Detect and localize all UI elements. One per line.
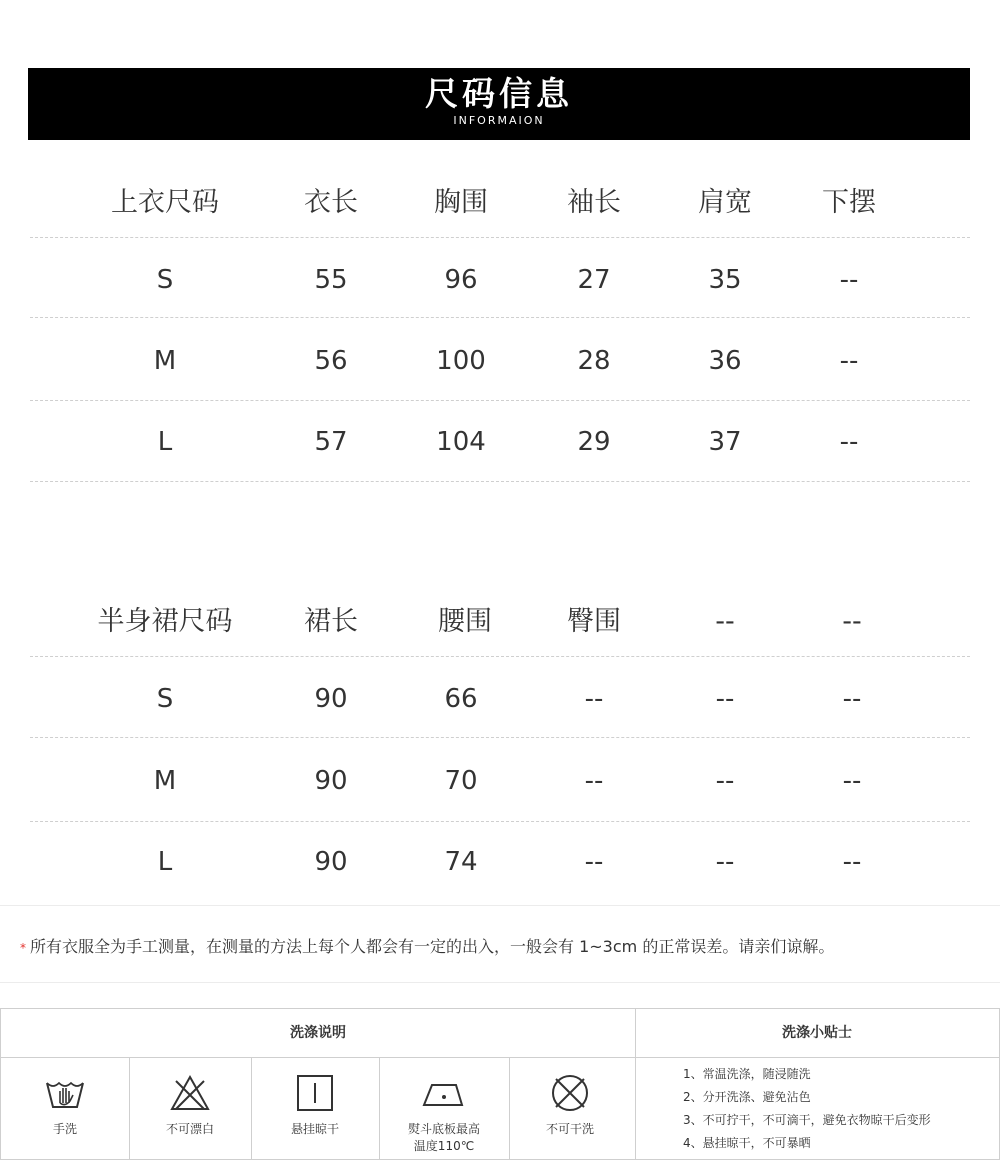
care-tip: 2、分开洗涤、避免沾色 — [683, 1090, 811, 1104]
banner-subtitle: INFORMAION — [453, 114, 545, 127]
no-bleach-icon — [168, 1073, 212, 1113]
value-cell: 36 — [708, 346, 742, 376]
value-cell: 66 — [444, 684, 478, 714]
value-cell: 70 — [444, 766, 478, 796]
care-label: 熨斗底板最高 — [407, 1122, 481, 1136]
header-cell: 腰围 — [438, 606, 492, 637]
value-cell: -- — [584, 684, 604, 714]
value-cell: 96 — [444, 265, 478, 295]
value-cell: -- — [839, 346, 859, 376]
care-tips-title: 洗涤小贴士 — [782, 1025, 852, 1041]
size-cell: M — [153, 346, 177, 376]
row-divider — [30, 481, 970, 482]
table-row — [28, 746, 970, 816]
measurement-note — [0, 905, 1000, 983]
value-cell: 55 — [314, 265, 348, 295]
no-dry-clean-icon — [548, 1073, 592, 1113]
asterisk-icon: * — [20, 941, 26, 955]
care-label: 悬挂晾干 — [290, 1122, 340, 1136]
value-cell: -- — [715, 684, 735, 714]
header-cell: 半身裙尺码 — [97, 606, 233, 637]
care-label: 不可漂白 — [165, 1122, 215, 1136]
value-cell: 90 — [314, 847, 348, 877]
size-cell: L — [157, 847, 173, 877]
row-divider — [30, 737, 970, 738]
row-divider — [30, 821, 970, 822]
hang-dry-icon — [293, 1073, 337, 1113]
header-cell: 上衣尺码 — [111, 187, 219, 218]
value-cell: 104 — [436, 427, 486, 457]
value-cell: -- — [584, 766, 604, 796]
row-divider — [30, 237, 970, 238]
value-cell: -- — [584, 847, 604, 877]
care-label-line2: 温度110℃ — [413, 1139, 475, 1153]
value-cell: 90 — [314, 766, 348, 796]
value-cell: 100 — [436, 346, 486, 376]
hand-wash-icon — [43, 1073, 87, 1113]
header-cell: 肩宽 — [698, 187, 752, 218]
value-cell: 57 — [314, 427, 348, 457]
table-row — [28, 326, 970, 396]
care-label: 不可干洗 — [545, 1122, 595, 1136]
value-cell: -- — [842, 766, 862, 796]
size-info-banner — [28, 68, 970, 140]
size-cell: L — [157, 427, 173, 457]
value-cell: 74 — [444, 847, 478, 877]
value-cell: 37 — [708, 427, 742, 457]
value-cell: -- — [839, 427, 859, 457]
value-cell: 28 — [577, 346, 611, 376]
value-cell: -- — [839, 265, 859, 295]
row-divider — [30, 656, 970, 657]
value-cell: 35 — [708, 265, 742, 295]
value-cell: 29 — [577, 427, 611, 457]
size-cell: M — [153, 766, 177, 796]
iron-icon — [422, 1073, 466, 1113]
value-cell: -- — [842, 684, 862, 714]
care-label: 手洗 — [52, 1122, 78, 1136]
banner-title: 尺码信息 — [425, 74, 573, 113]
care-tip: 4、悬挂晾干，不可暴晒 — [683, 1136, 811, 1150]
table-row — [28, 407, 970, 477]
header-cell: -- — [842, 606, 862, 637]
care-tip: 3、不可拧干，不可滴干，避免衣物晾干后变形 — [683, 1113, 931, 1127]
care-instructions-title: 洗涤说明 — [290, 1025, 346, 1041]
care-tip: 1、常温洗涤，随浸随洗 — [683, 1067, 811, 1081]
row-divider — [30, 317, 970, 318]
value-cell: 27 — [577, 265, 611, 295]
table-row — [28, 664, 970, 734]
table-row — [28, 827, 970, 897]
skirt-table-header — [28, 587, 970, 657]
header-cell: 袖长 — [567, 187, 621, 218]
row-divider — [30, 400, 970, 401]
value-cell: -- — [715, 847, 735, 877]
top-table-header — [28, 168, 970, 238]
note-text: 所有衣服全为手工测量，在测量的方法上每个人都会有一定的出入，一般会有 1~3cm 的正常误差。请亲们谅解。 — [30, 937, 835, 956]
size-cell: S — [156, 265, 174, 295]
header-cell: 臀围 — [567, 606, 621, 637]
value-cell: 56 — [314, 346, 348, 376]
value-cell: -- — [842, 847, 862, 877]
header-cell: 胸围 — [434, 187, 488, 218]
header-cell: -- — [715, 606, 735, 637]
size-cell: S — [156, 684, 174, 714]
header-cell: 裙长 — [304, 606, 358, 637]
table-row — [28, 245, 970, 315]
value-cell: 90 — [314, 684, 348, 714]
header-cell: 下摆 — [822, 187, 876, 218]
care-section — [0, 1008, 1000, 1160]
header-cell: 衣长 — [304, 187, 358, 218]
value-cell: -- — [715, 766, 735, 796]
